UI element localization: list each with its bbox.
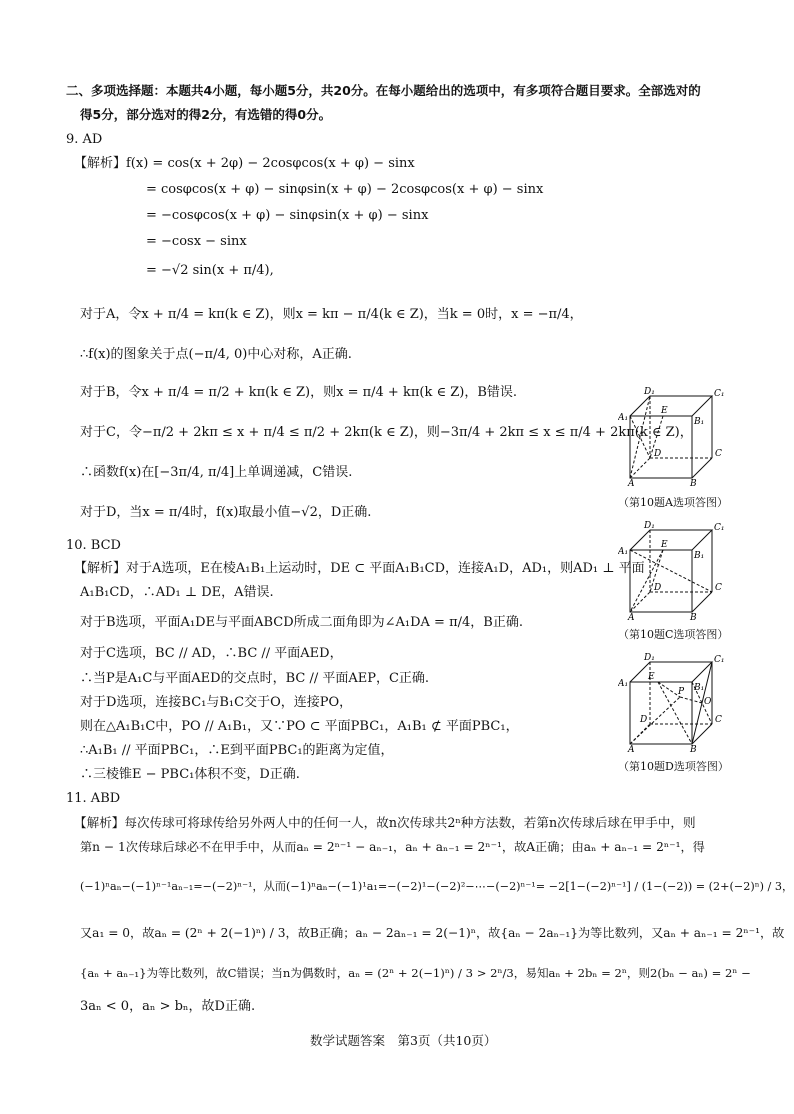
svg-text:B: B [690,479,697,486]
svg-text:D₁: D₁ [644,653,655,663]
svg-text:D₁: D₁ [644,387,655,397]
q9-answer: 9. AD [66,132,103,147]
q10-line: 对于D选项，连接BC₁与B₁C交于O，连接PO， [80,695,353,710]
svg-text:A: A [628,479,635,486]
svg-text:D: D [654,449,662,459]
svg-text:A₁: A₁ [618,679,629,689]
q9-line: = −√2 sin(x + π/4), [146,263,274,278]
q11-line: (−1)ⁿaₙ−(−1)ⁿ⁻¹aₙ₋₁=−(−2)ⁿ⁻¹，从而(−1)ⁿaₙ−(−1)¹a₁=−(−2)¹−(−2)²−⋯−(−2)ⁿ⁻¹= −2[1−(−2)ⁿ⁻¹] / (1−(−2)) = (2+(−2)ⁿ) / 3， [80,880,794,893]
svg-text:B: B [690,745,697,752]
q9-line: 对于B，令x + π/4 = π/2 + kπ(k ∈ Z)，则x = π/4 + kπ(k ∈ Z)，B错误. [80,385,517,400]
q11-line: 又a₁ = 0，故aₙ = (2ⁿ + 2(−1)ⁿ) / 3，故B正确；aₙ − 2aₙ₋₁ = 2(−1)ⁿ，故{aₙ − 2aₙ₋₁}为等比数列，又aₙ + aₙ₋₁ = 2ⁿ⁻¹，故 [80,926,785,940]
svg-text:E: E [648,672,655,682]
q11-line: {aₙ + aₙ₋₁}为等比数列，故C错误；当n为偶数时，aₙ = (2ⁿ + 2(−1)ⁿ) / 3 > 2ⁿ/3，易知aₙ + 2bₙ = 2ⁿ，则2(bₙ − aₙ) = 2ⁿ − [80,966,751,980]
svg-text:C₁: C₁ [714,389,725,399]
q9-line: = cosφcos(x + φ) − sinφsin(x + φ) − 2cosφcos(x + φ) − sinx [146,182,544,197]
figure-caption-c: （第10题C选项答图） [618,628,729,641]
q9-line: ∴函数f(x)在[−3π/4, π/4]上单调递减，C错误. [80,465,353,480]
svg-text:A: A [628,745,635,752]
svg-text:A₁: A₁ [618,413,629,423]
q9-line: 对于C，令−π/2 + 2kπ ≤ x + π/4 ≤ π/2 + 2kπ(k ∈ Z)，则−3π/4 + 2kπ ≤ x ≤ π/4 + 2kπ(k ∈ Z)， [80,425,693,440]
svg-text:C: C [715,715,722,725]
q11-line: 第n − 1次传球后球必不在甲手中，从而aₙ = 2ⁿ⁻¹ − aₙ₋₁，aₙ + aₙ₋₁ = 2ⁿ⁻¹，故A正确；由aₙ + aₙ₋₁ = 2ⁿ⁻¹，得 [80,840,705,854]
svg-text:B₁: B₁ [694,417,705,427]
svg-text:C: C [715,583,722,593]
svg-text:D: D [640,715,648,725]
q10-line: ∴三棱锥E − PBC₁体积不变，D正确. [80,767,300,782]
q10-line: 对于C选项，BC // AD，∴BC // 平面AED， [80,646,343,661]
section-header-line2: 得5分，部分选对的得2分，有选错的得0分。 [80,107,332,122]
page-footer: 数学试题答案 第3页（共10页） [310,1033,497,1048]
q10-line: 对于B选项，平面A₁DE与平面ABCD所成二面角即为∠A₁DA = π/4，B正确. [80,615,523,630]
q10-answer: 10. BCD [66,538,121,553]
svg-text:D: D [654,583,662,593]
q11-answer: 11. ABD [66,791,121,806]
svg-text:B: B [690,613,697,620]
svg-text:C₁: C₁ [714,655,725,665]
svg-text:A: A [628,613,635,620]
cube-figure-c [618,520,728,620]
svg-text:A₁: A₁ [618,547,629,557]
q9-line: = −cosφcos(x + φ) − sinφsin(x + φ) − sinx [146,208,429,223]
svg-text:O: O [704,697,712,707]
q9-line: 对于A，令x + π/4 = kπ(k ∈ Z)，则x = kπ − π/4(k ∈ Z)，当k = 0时，x = −π/4， [80,307,583,322]
q9-line: 【解析】f(x) = cos(x + 2φ) − 2cosφcos(x + φ) − sinx [74,156,415,171]
svg-text:P: P [678,687,685,697]
section-header-line1: 二、多项选择题：本题共4小题，每小题5分，共20分。在每小题给出的选项中，有多项符合题目要求。全部选对的 [66,83,701,98]
q9-line: ∴f(x)的图象关于点(−π/4, 0)中心对称，A正确. [80,347,352,362]
q11-line: 3aₙ < 0，aₙ > bₙ，故D正确. [80,999,256,1014]
q9-line: = −cosx − sinx [146,234,247,249]
svg-text:B₁: B₁ [694,551,705,561]
q10-line: ∴A₁B₁ // 平面PBC₁，∴E到平面PBC₁的距离为定值， [80,743,394,758]
svg-text:D₁: D₁ [644,521,655,531]
svg-text:C: C [715,449,722,459]
svg-text:E: E [661,540,668,550]
cube-figure-a [618,386,728,486]
cube-figure-d [618,652,728,752]
q10-line: 【解析】对于A选项，E在棱A₁B₁上运动时，DE ⊂ 平面A₁B₁CD，连接A₁D，AD₁，则AD₁ ⊥ 平面 [74,561,645,576]
figure-caption-a: （第10题A选项答图） [618,496,728,509]
q10-line: A₁B₁CD，∴AD₁ ⊥ DE，A错误. [80,585,274,600]
q10-line: ∴当P是A₁C与平面AED的交点时，BC // 平面AEP，C正确. [80,671,430,686]
q9-line: 对于D，当x = π/4时，f(x)取最小值−√2，D正确. [80,505,372,520]
figure-caption-d: （第10题D选项答图） [618,760,729,773]
q11-line: 【解析】每次传球可将球传给另外两人中的任何一人，故n次传球共2ⁿ种方法数，若第n次传球后球在甲手中，则 [74,815,696,830]
svg-text:E: E [661,406,668,416]
svg-text:B₁: B₁ [694,683,705,693]
svg-text:C₁: C₁ [714,523,725,533]
q10-line: 则在△A₁B₁C中，PO // A₁B₁，又∵PO ⊂ 平面PBC₁，A₁B₁ ⊄ 平面PBC₁， [80,719,519,734]
